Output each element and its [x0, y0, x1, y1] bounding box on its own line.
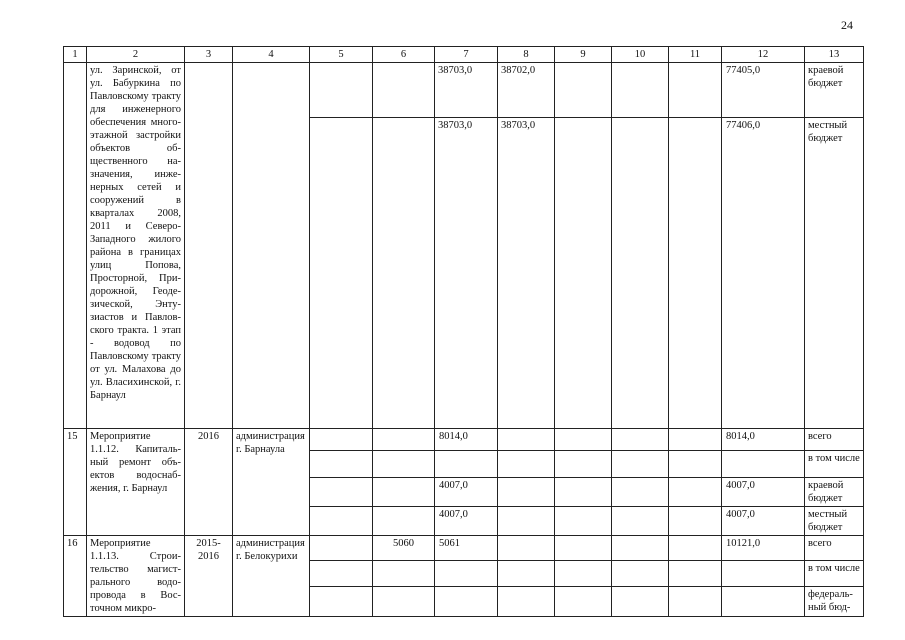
cell-11 [669, 63, 722, 118]
header-cell: 8 [498, 47, 555, 63]
cell-7: 8014,0 [435, 429, 498, 451]
header-cell: 1 [64, 47, 87, 63]
cell-12 [722, 560, 805, 587]
cell-9 [555, 451, 612, 478]
cell-11 [669, 507, 722, 536]
header-cell: 5 [310, 47, 373, 63]
cell-13: всего [805, 429, 864, 451]
cell-12 [722, 587, 805, 617]
year-cell: 2016 [185, 429, 233, 536]
cell-12: 10121,0 [722, 536, 805, 561]
cell-6 [373, 478, 435, 507]
cell-8 [498, 429, 555, 451]
cell-8 [498, 478, 555, 507]
cell-11 [669, 451, 722, 478]
header-cell: 4 [233, 47, 310, 63]
cell-8 [498, 451, 555, 478]
cell-7: 5061 [435, 536, 498, 561]
cell-10 [612, 536, 669, 561]
header-cell: 9 [555, 47, 612, 63]
cell-5 [310, 429, 373, 451]
year-cell: 2015-2016 [185, 536, 233, 617]
cell-5 [310, 507, 373, 536]
cell-7: 38703,0 [435, 63, 498, 118]
cell-9 [555, 63, 612, 118]
cell-9 [555, 536, 612, 561]
cell-12 [722, 451, 805, 478]
cell-9 [555, 429, 612, 451]
cell-10 [612, 118, 669, 429]
header-cell: 10 [612, 47, 669, 63]
cell-6 [373, 451, 435, 478]
header-cell: 12 [722, 47, 805, 63]
header-cell: 7 [435, 47, 498, 63]
cell-8: 38702,0 [498, 63, 555, 118]
cell-5 [310, 587, 373, 617]
cell-11 [669, 560, 722, 587]
cell-6 [373, 63, 435, 118]
cell-7: 4007,0 [435, 507, 498, 536]
cell-12: 8014,0 [722, 429, 805, 451]
row-number-cell: 16 [64, 536, 87, 617]
cell-8: 38703,0 [498, 118, 555, 429]
cell-11 [669, 118, 722, 429]
cell-8 [498, 587, 555, 617]
cell-13: федеральный бюд- [805, 587, 864, 617]
cell-9 [555, 478, 612, 507]
cell-5 [310, 478, 373, 507]
executor-cell: администрация г. Белокурихи [233, 536, 310, 617]
header-row [64, 47, 864, 63]
cell-13: в том числе [805, 560, 864, 587]
table-row [64, 429, 864, 451]
cell-13: краевой бюджет [805, 63, 864, 118]
description-cell: ул. Заринской, от ул. Бабуркина по Павловскому тракту для инженерного обеспечения многоэтажной застройки объектов общественного назначения, инженерных сетей и сооружений в кварталах 2008, 2011 и Северо-Западного жилого района в границах улиц Попова, Просторной, Придорожной, Геодезической, Энтузиастов и Павловского тракта. 1 этап - водовод по Павловскому тракту от ул. Малахова до ул. Власихинской, г. Барнаул [87, 63, 185, 429]
cell-10 [612, 478, 669, 507]
cell-10 [612, 587, 669, 617]
cell-10 [612, 429, 669, 451]
row-number-cell [64, 63, 87, 429]
cell-6: 5060 [373, 536, 435, 561]
cell-11 [669, 429, 722, 451]
header-cell: 2 [87, 47, 185, 63]
description-cell: Мероприятие 1.1.13. Строительство магистрального водопровода в Восточном микро- [87, 536, 185, 617]
cell-11 [669, 536, 722, 561]
cell-8 [498, 560, 555, 587]
cell-11 [669, 587, 722, 617]
cell-8 [498, 507, 555, 536]
cell-6 [373, 118, 435, 429]
cell-12: 4007,0 [722, 507, 805, 536]
cell-6 [373, 587, 435, 617]
cell-10 [612, 507, 669, 536]
header-cell: 3 [185, 47, 233, 63]
cell-13: всего [805, 536, 864, 561]
cell-13: в том числе [805, 451, 864, 478]
cell-13: местный бюджет [805, 118, 864, 429]
page-number: 24 [841, 18, 853, 32]
cell-13: краевой бюджет [805, 478, 864, 507]
cell-5 [310, 560, 373, 587]
executor-cell: администрация г. Барнаула [233, 429, 310, 536]
cell-7 [435, 451, 498, 478]
cell-5 [310, 118, 373, 429]
cell-7: 4007,0 [435, 478, 498, 507]
cell-9 [555, 560, 612, 587]
cell-9 [555, 587, 612, 617]
row-number-cell: 15 [64, 429, 87, 536]
header-cell: 6 [373, 47, 435, 63]
cell-7 [435, 587, 498, 617]
cell-8 [498, 536, 555, 561]
cell-6 [373, 560, 435, 587]
cell-5 [310, 536, 373, 561]
description-cell: Мероприятие 1.1.12. Капитальный ремонт объектов водоснабжения, г. Барнаул [87, 429, 185, 536]
table-row [64, 536, 864, 561]
cell-10 [612, 560, 669, 587]
cell-12: 4007,0 [722, 478, 805, 507]
year-cell [185, 63, 233, 429]
cell-11 [669, 478, 722, 507]
header-cell: 11 [669, 47, 722, 63]
cell-12: 77406,0 [722, 118, 805, 429]
budget-table [63, 46, 864, 617]
cell-5 [310, 451, 373, 478]
cell-12: 77405,0 [722, 63, 805, 118]
cell-13: местный бюджет [805, 507, 864, 536]
cell-9 [555, 118, 612, 429]
cell-10 [612, 63, 669, 118]
cell-10 [612, 451, 669, 478]
table-row [64, 63, 864, 118]
header-cell: 13 [805, 47, 864, 63]
cell-6 [373, 507, 435, 536]
cell-6 [373, 429, 435, 451]
cell-7 [435, 560, 498, 587]
cell-9 [555, 507, 612, 536]
cell-5 [310, 63, 373, 118]
cell-7: 38703,0 [435, 118, 498, 429]
executor-cell [233, 63, 310, 429]
